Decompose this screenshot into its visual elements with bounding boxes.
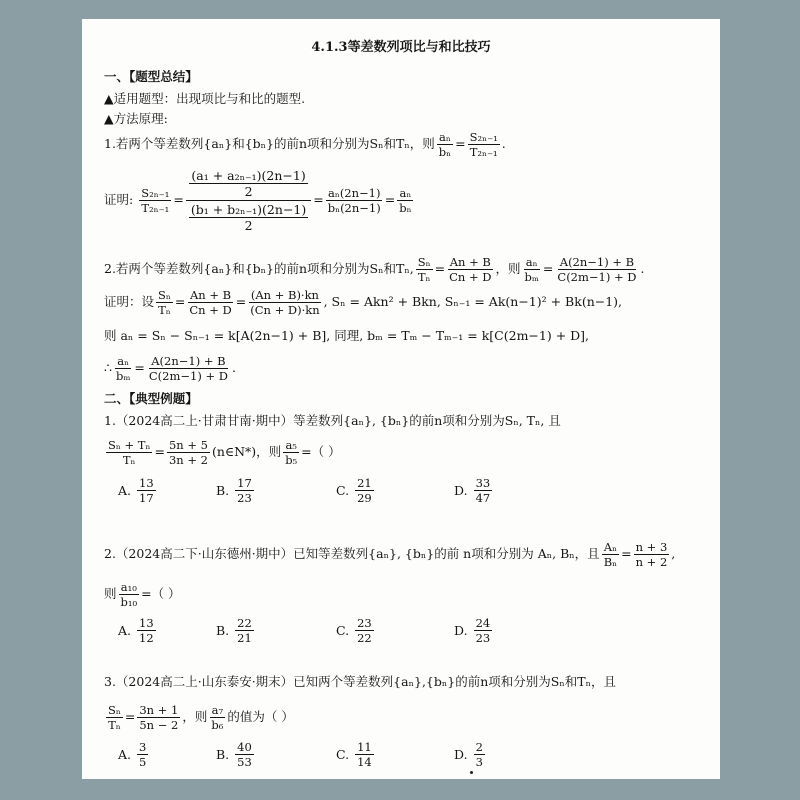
proof-1: 证明: $\frac{\text{S₂ₙ₋₁}}{\text{T₂ₙ₋₁}}$ = (a₁ + a₂ₙ₋₁)(2n−1) 2 (b₁ + b₂ₙ₋₁)(2n−1) 2 = $\frac{\text{aₙ(2n−1)}}{\text{bₙ(2n−1)}}$ = $\frac{\text{aₙ}}{\text{bₙ}}$ [104,168,412,233]
section-heading-examples: 二、【典型例题】 [104,391,198,406]
proof-2-r2: $\frac{(An + B)\cdot kn}{(Cn + D)\cdot kn}$ [250,288,320,317]
q3-option-a[interactable]: A. $\frac{3}{5}$ [118,740,147,769]
q3-option-d[interactable]: D. $\frac{2}{3}$ [454,740,483,769]
proof-2-line-2: 则 aₙ = Sₙ − Sₙ₋₁ = k[A(2n−1) + B], 同理, bₘ = Tₘ − Tₘ₋₁ = k[C(2m−1) + D], [104,328,590,343]
rule-1: 1.若两个等差数列{aₙ}和{bₙ}的前n项和分别为Sₙ和Tₙ，则 $\frac{\text{aₙ}}{\text{bₙ}}$ = $\frac{\text{S₂ₙ₋₁}}{\text{T₂ₙ₋₁}}$ . [104,130,506,159]
q3-option-b[interactable]: B. $\frac{40}{53}$ [216,740,252,769]
rule-2-rhs: $\frac{A(2n-1) + B}{C(2m-1) + D}$ [557,255,637,284]
q2-option-d[interactable]: D. $\frac{24}{23}$ [454,616,491,645]
proof-2-sn-expr: , Sₙ = Akn² + Bkn, Sₙ₋₁ = Ak(n−1)² + Bk(n−1), [323,294,623,309]
proof-1-compound-frac: (a₁ + a₂ₙ₋₁)(2n−1) 2 (b₁ + b₂ₙ₋₁)(2n−1) 2 [186,167,311,234]
q3-option-c[interactable]: C. $\frac{11}{14}$ [336,740,372,769]
proof-2-conclusion: ∴ $\frac{\text{aₙ}}{\text{bₘ}}$ = $\frac{A(2n-1) + B}{C(2m-1) + D}$ . [104,354,236,383]
q1-line-2: $\frac{\text{Sₙ + Tₙ}}{\text{Tₙ}}$ = $\frac{5n + 5}{3n + 2}$ (n∈N*)，则 $\frac{\text{a₅}}{\text{b₅}}$ =（ ） [108,438,341,467]
proof-1-lhs: $\frac{\text{S₂ₙ₋₁}}{\text{T₂ₙ₋₁}}$ [141,186,170,215]
rule-2: 2.若两个等差数列{aₙ}和{bₙ}的前n项和分别为Sₙ和Tₙ, $\frac{\text{Sₙ}}{\text{Tₙ}}$ = $\frac{An + B}{Cn + D}$ ，则 $\frac{\text{aₙ}}{\text{bₘ}}$ = $\frac{A(2n-1) + B}{C(2m-1) + D}$ . [104,255,645,284]
applicable-types: ▲适用题型：出现项比与和比的题型. [104,91,306,106]
q1-f2: $\frac{5n + 5}{3n + 2}$ [168,438,208,467]
q3-f1: $\frac{\text{Sₙ}}{\text{Tₙ}}$ [108,703,121,732]
proof-2-c-lhs: $\frac{\text{aₙ}}{\text{bₘ}}$ [115,354,131,383]
proof-2-line-1: 证明：设 $\frac{\text{Sₙ}}{\text{Tₙ}}$ = $\frac{An + B}{Cn + D}$ = $\frac{(An + B)\cdot kn}{(Cn + D)\cdot kn}$ , Sₙ = Akn² + Bkn, Sₙ₋₁ = Ak(n−1)² + Bk(n−1), [104,288,623,317]
q2-line-1: 2.（2024高二下·山东德州·期中）已知等差数列{aₙ}, {bₙ}的前 n项和分别为 Aₙ, Bₙ，且 $\frac{\text{Aₙ}}{\text{Bₙ}}$ = $\frac{n + 3}{n + 2}$ , [104,540,676,569]
rule-1-frac-left: $\frac{\text{aₙ}}{\text{bₙ}}$ [438,130,452,159]
proof-1-mid: $\frac{\text{aₙ(2n−1)}}{\text{bₙ(2n−1)}}$ [327,186,381,215]
rule-1-text: 1.若两个等差数列{aₙ}和{bₙ}的前n项和分别为Sₙ和Tₙ，则 [104,136,435,151]
q3-mid: ，则 [182,709,208,724]
q2-option-a[interactable]: A. $\frac{13}{12}$ [118,616,154,645]
worksheet-page [82,19,720,779]
method-principle: ▲方法原理: [104,111,168,126]
q2-tail: =（ ） [141,586,181,601]
proof-2-c-rhs: $\frac{A(2n-1) + B}{C(2m-1) + D}$ [148,354,228,383]
q2-text: 2.（2024高二下·山东德州·期中）已知等差数列{aₙ}, {bₙ}的前 n项和分别为 Aₙ, Bₙ，且 [104,546,600,561]
proof-2-r1: $\frac{An + B}{Cn + D}$ [189,288,232,317]
q2-then: 则 [104,586,117,601]
q3-f2: $\frac{3n + 1}{5n - 2}$ [139,703,179,732]
q1-option-a[interactable]: A. $\frac{13}{17}$ [118,476,154,505]
proof-1-result: $\frac{\text{aₙ}}{\text{bₙ}}$ [399,186,412,215]
q1-f3: $\frac{\text{a₅}}{\text{b₅}}$ [285,438,298,467]
q1-f1: $\frac{\text{Sₙ + Tₙ}}{\text{Tₙ}}$ [108,438,151,467]
proof-1-label: 证明: [104,192,134,207]
q1-option-b[interactable]: B. $\frac{17}{23}$ [216,476,252,505]
page-title: 4.1.3等差数列项比与和比技巧 [311,40,491,55]
q1-line-1: 1.（2024高二上·甘肃甘南·期中）等差数列{aₙ}, {bₙ}的前n项和分别为Sₙ, Tₙ, 且 [104,413,561,428]
q2-option-c[interactable]: C. $\frac{23}{22}$ [336,616,372,645]
q2-comma: , [671,546,676,561]
q2-line-2 [104,581,181,608]
therefore-symbol: ∴ [104,360,112,375]
q3-line-2: $\frac{\text{Sₙ}}{\text{Tₙ}}$ = $\frac{3n + 1}{5n - 2}$ ，则 $\frac{\text{a₇}}{\text{b₆}}$ 的值为（ ） [108,703,294,732]
q2-f3: $\frac{\text{a₁₀}}{\text{b₁₀}}$ [120,580,138,609]
proof-2-label: 证明：设 [104,294,155,309]
q3-tail: 的值为（ ） [227,709,294,724]
q2-f1: $\frac{\text{Aₙ}}{\text{Bₙ}}$ [603,540,618,569]
section-heading-summary: 一、【题型总结】 [104,69,198,84]
rule-2-lhs: $\frac{\text{aₙ}}{\text{bₘ}}$ [524,255,539,284]
rule-2-given: $\frac{\text{Sₙ}}{\text{Tₙ}}$ [417,255,431,284]
rule-2-then: ，则 [495,261,521,276]
ink-speck [470,771,473,774]
q2-f2: $\frac{n + 3}{n + 2}$ [635,540,668,569]
rule-1-frac-right: $\frac{\text{S₂ₙ₋₁}}{\text{T₂ₙ₋₁}}$ [469,130,498,159]
rule-2-given-ratio: $\frac{An + B}{Cn + D}$ [449,255,492,284]
q2-option-b[interactable]: B. $\frac{22}{21}$ [216,616,252,645]
q1-option-c[interactable]: C. $\frac{21}{29}$ [336,476,372,505]
q1-option-d[interactable]: D. $\frac{33}{47}$ [454,476,491,505]
q3-f3: $\frac{\text{a₇}}{\text{b₆}}$ [211,703,224,732]
proof-2-s: $\frac{\text{Sₙ}}{\text{Tₙ}}$ [158,288,171,317]
q1-tail: =（ ） [301,444,341,459]
rule-2-text: 2.若两个等差数列{aₙ}和{bₙ}的前n项和分别为Sₙ和Tₙ, [104,261,414,276]
q3-line-1: 3.（2024高二上·山东泰安·期末）已知两个等差数列{aₙ},{bₙ}的前n项和分别为Sₙ和Tₙ，且 [104,674,617,689]
q1-cond: (n∈N*)，则 [211,444,282,459]
